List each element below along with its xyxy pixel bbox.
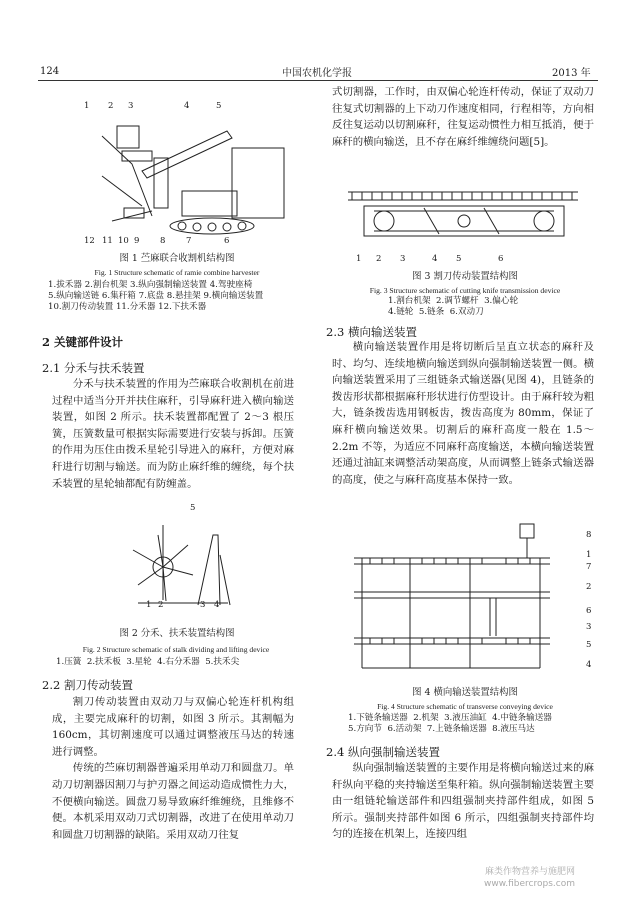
- fig2-label: 1: [146, 600, 152, 610]
- fig1-label: 4: [184, 101, 190, 111]
- page-number: 124: [40, 66, 60, 77]
- section-2-2-text: 割刀传动装置由双动刀与双偏心轮连杆机构组成，主要完成麻秆的切割，如图 3 所示。其割幅为 160cm，其切割速度可以通过调整液压马达的转速进行调整。 传统的苎麻切割器普遍采用单动刀和圆盘刀。单动刀切割器因割刀与护刃器之间运动造成惯性力大，不便横向输送。圆盘刀易导致麻纤维缠绕，且维修不便。本机采用双动刀式切割器，改进了在使用单动刀和圆盘刀切割器的缺陷。采用双动刀往复: [52, 696, 294, 841]
- column-2-top-text: 式切割器，工作时，由双偏心轮连杆传动，保证了双动刀往复式切割器的上下动刀作速度相同，行程相等，方向相反往复运动以切割麻秆，往复运动惯性力相互抵消，便于麻秆的横向输送，且不存在麻纤维缠绕问题[5]。: [332, 86, 594, 148]
- watermark: 麻类作物营养与施肥网 www.fibercrops.com: [484, 867, 575, 889]
- section-2-1-title: 2.1 分禾与扶禾装置: [42, 361, 145, 375]
- section-2-4-title: 2.4 纵向强制输送装置: [326, 745, 440, 759]
- fig2-label: 4: [214, 600, 220, 610]
- fig1-label: 6: [224, 236, 230, 246]
- fig1-label: 2: [108, 101, 114, 111]
- fig3-label: 2: [376, 254, 382, 264]
- fig2-label: 3: [200, 600, 206, 610]
- fig2-caption-en: Fig. 2 Structure schematic of stalk dividing and lifting device: [82, 645, 270, 654]
- section-2-title: 2 关键部件设计: [42, 335, 124, 349]
- fig1-label: 12: [84, 236, 95, 246]
- fig4-label: 1: [586, 550, 592, 560]
- fig4-label: 6: [586, 606, 592, 616]
- journal-year: 2013 年: [552, 68, 591, 79]
- fig4-label: 5: [586, 640, 592, 650]
- fig1-label: 11: [102, 236, 113, 246]
- fig4-label: 7: [586, 562, 592, 572]
- journal-title: 中国农机化学报: [282, 68, 352, 79]
- section-2-4-text: 纵向强制输送装置的主要作用是将横向输送过来的麻秆纵向平稳的夹持输送至集秆箱。纵向强制输送装置主要由一组链轮输送部件和四组强制夹持部件组成，如图 5 所示。强制夹持部件如图 6 所示，四组强制夹持部件均匀的连接在机架上，连接四组: [332, 762, 594, 841]
- fig1-caption-cn: 图 1 苎麻联合收割机结构图: [119, 253, 235, 264]
- fig3-label: 1: [356, 254, 362, 264]
- fig4-label: 3: [586, 622, 592, 632]
- header-rule: [38, 80, 598, 81]
- fig4-legend: 1.下链条输送器 2.机架 3.液压油缸 4.中链条输送器 5.方向节 6.活动架 7.上链条输送器 8.液压马达: [348, 713, 552, 734]
- fig1-label: 8: [160, 236, 166, 246]
- fig1-label: 7: [186, 236, 192, 246]
- fig3-label: 3: [400, 254, 406, 264]
- fig4-label: 8: [586, 530, 592, 540]
- fig4-caption-cn: 图 4 横向输送装置结构图: [412, 687, 518, 698]
- fig3-legend: 1.割台机架 2.调节螺杆 3.偏心轮 4.链轮 5.链条 6.双动刀: [388, 296, 519, 317]
- figure-2-drawing: [118, 505, 248, 620]
- figure-1-drawing: [62, 96, 302, 256]
- fig2-legend: 1.压簧 2.扶禾板 3.星轮 4.右分禾器 5.扶禾尖: [56, 657, 240, 667]
- fig1-label: 10: [118, 236, 129, 246]
- fig3-caption-en: Fig. 3 Structure schematic of cutting knife transmission device: [369, 286, 561, 295]
- fig2-label: 2: [158, 600, 164, 610]
- fig2-caption-cn: 图 2 分禾、扶禾装置结构图: [119, 628, 235, 639]
- fig2-label: 5: [190, 503, 196, 513]
- fig1-label: 1: [84, 101, 90, 111]
- section-2-1-text: 分禾与扶禾装置的作用为苎麻联合收割机在前进过程中适当分开并扶住麻秆，引导麻秆进入横向输送装置，如图 2 所示。扶禾装置都配置了 2～3 根压簧，压簧数量可根据实际需要进行安装与拆卸。压簧的作用为压住由拨禾星轮引导进入的麻秆，方便对麻秆进行切割与输送。而为防止麻纤维的缠绕，每个扶禾装置的星轮轴都配有防缠盖。: [52, 378, 294, 490]
- fig1-label: 9: [134, 236, 140, 246]
- figure-3-drawing: [344, 188, 582, 260]
- fig4-caption-en: Fig. 4 Structure schematic of transverse conveying device: [377, 702, 553, 711]
- figure-4-drawing: [350, 518, 576, 678]
- fig4-label: 4: [586, 660, 592, 670]
- fig1-label: 3: [128, 101, 134, 111]
- fig3-label: 5: [456, 254, 462, 264]
- fig4-label: 2: [586, 582, 592, 592]
- fig1-caption-en: Fig. 1 Structure schematic of ramie combine harvester: [94, 268, 260, 277]
- fig3-caption-cn: 图 3 割刀传动装置结构图: [412, 271, 518, 282]
- section-2-3-text: 横向输送装置作用是将切断后呈直立状态的麻秆及时、均匀、连续地横向输送到纵向强制输送装置一侧。横向输送装置采用了三组链条式输送器(见图 4)，且链条的拨齿形状都根据麻秆形状进行仿型设计。由于麻秆较为粗大，链条拨齿选用钢板齿，拨齿高度为 80mm，保证了麻秆横向输送效果。切割后的麻秆高度一般在 1.5～2.2m 不等，为适应不同麻秆高度输送，本横向输送装置还通过油缸来调整活动架高度，从而调整上链条式输送器的高度，使之与麻秆高度基本保持一致。: [332, 341, 594, 486]
- fig1-legend: 1.拔禾器 2.割台机架 3.纵向强制输送装置 4.驾驶座椅 5.纵向输送链 6.集秆箱 7.底盘 8.悬挂架 9.横向输送装置 10.割刀传动装置 11.分禾器 12.下扶禾器: [48, 280, 264, 312]
- fig3-label: 6: [498, 254, 504, 264]
- section-2-2-title: 2.2 割刀传动装置: [42, 678, 133, 692]
- fig1-label: 5: [216, 101, 222, 111]
- section-2-3-title: 2.3 横向输送装置: [326, 325, 417, 339]
- fig3-label: 4: [432, 254, 438, 264]
